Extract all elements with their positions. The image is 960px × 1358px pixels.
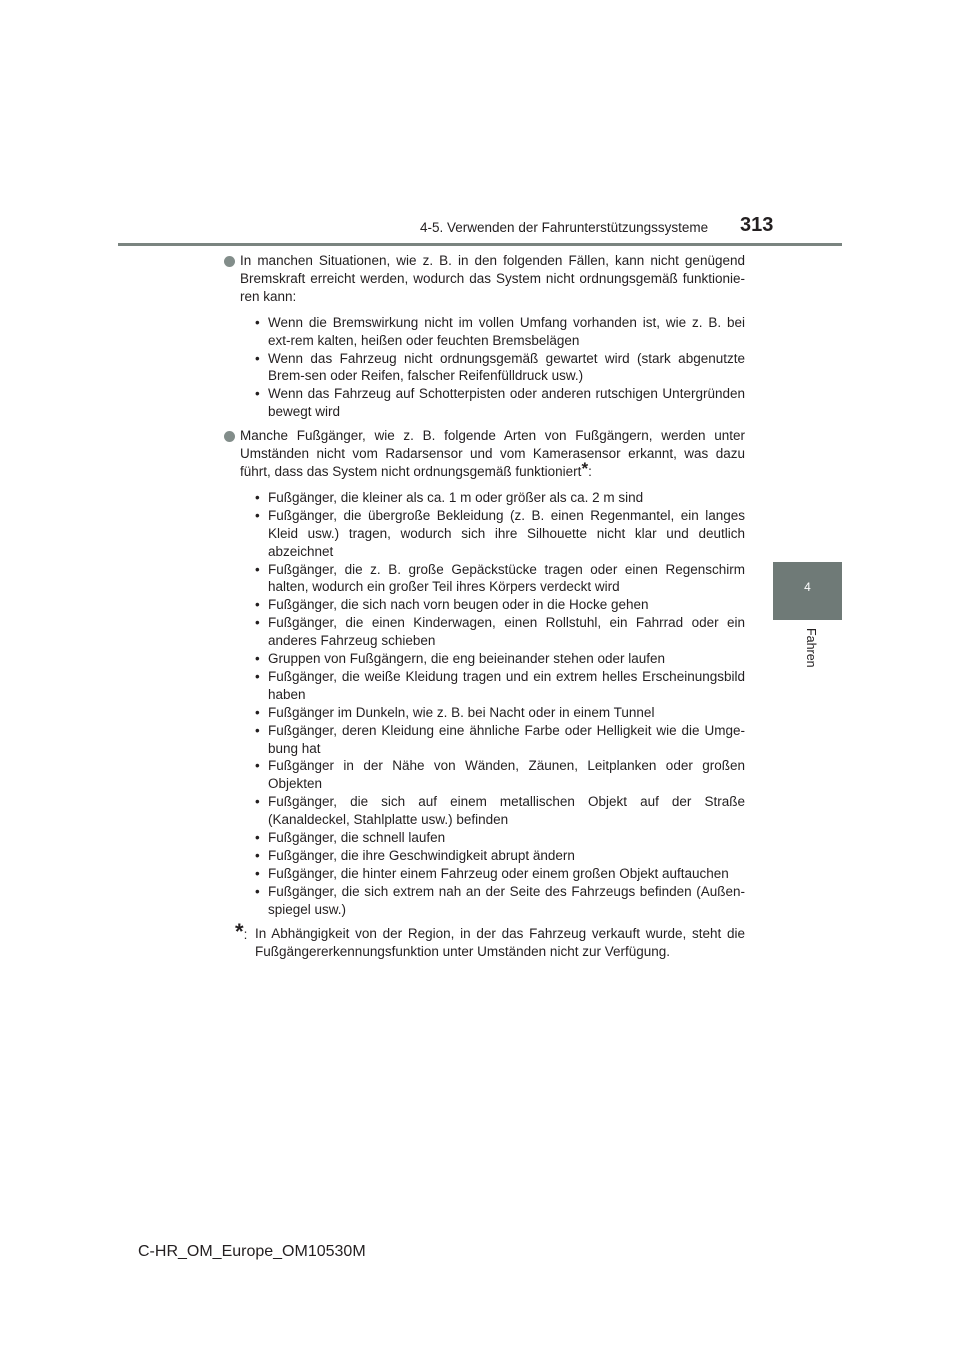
- paragraph-text: In manchen Situationen, wie z. B. in den folgenden Fällen, kann nicht genügend Bremskraft erreicht werden, wodurch das System nicht ordnungsgemäß funktionie-ren kann:: [240, 253, 745, 304]
- list-item: • Wenn die Bremswirkung nicht im vollen Umfang vorhanden ist, wie z. B. bei ext-rem kalten, heißen oder feuchten Bremsbelägen: [255, 314, 745, 350]
- footnote-separator: :: [243, 926, 248, 942]
- chapter-number: 4: [804, 580, 811, 594]
- circle-bullet-icon: [224, 256, 235, 267]
- list-item: • Fußgänger, die ihre Geschwindigkeit abrupt ändern: [255, 847, 745, 865]
- footnote-text: In Abhängigkeit von der Region, in der das Fahrzeug verkauft wurde, steht die Fußgängererkennungsfunktion unter Umständen nicht zur Verfügung.: [255, 925, 745, 959]
- brake-conditions-list: [223, 314, 745, 421]
- pedestrian-types-list: [223, 489, 745, 919]
- list-item: • Fußgänger in der Nähe von Wänden, Zäunen, Leitplanken oder großen Objekten: [255, 757, 745, 793]
- list-item: • Fußgänger, die übergroße Bekleidung (z. B. einen Regenmantel, ein langes Kleid usw.) tragen, wodurch sich ihre Silhouette nicht klar und deutlich abzeichnet: [255, 507, 745, 561]
- page-number: 313: [740, 214, 774, 236]
- footnote: [223, 918, 745, 961]
- list-item: • Wenn das Fahrzeug auf Schotterpisten oder anderen rutschigen Untergründen bewegt wird: [255, 385, 745, 421]
- bullet-paragraph-pedestrians: [223, 427, 745, 481]
- list-item: • Fußgänger, die sich nach vorn beugen oder in die Hocke gehen: [255, 596, 745, 614]
- list-item: • Fußgänger, die weiße Kleidung tragen und ein extrem helles Erscheinungsbild haben: [255, 668, 745, 704]
- document-id: C-HR_OM_Europe_OM10530M: [138, 1243, 366, 1260]
- footnote-mark: [235, 918, 248, 944]
- main-content: [223, 252, 745, 960]
- chapter-label: Fahren: [804, 628, 818, 668]
- list-item: • Gruppen von Fußgängern, die eng beieinander stehen oder laufen: [255, 650, 745, 668]
- paragraph-text-end: :: [588, 463, 592, 479]
- list-item: • Fußgänger, die z. B. große Gepäckstücke tragen oder einen Regenschirm halten, wodurch ein großer Teil ihres Körpers verdeckt wird: [255, 561, 745, 597]
- list-item: • Wenn das Fahrzeug nicht ordnungsgemäß gewartet wird (stark abgenutzte Brem-sen oder Reifen, falscher Reifenfülldruck usw.): [255, 350, 745, 386]
- list-item: • Fußgänger, die sich auf einem metallischen Objekt auf der Straße (Kanaldeckel, Stahlplatte usw.) befinden: [255, 793, 745, 829]
- section-title: 4-5. Verwenden der Fahrunterstützungssysteme: [420, 220, 709, 235]
- list-item: • Fußgänger, die schnell laufen: [255, 829, 745, 847]
- list-item: • Fußgänger, die hinter einem Fahrzeug oder einem großen Objekt auftauchen: [255, 865, 745, 883]
- list-item: • Fußgänger im Dunkeln, wie z. B. bei Nacht oder in einem Tunnel: [255, 704, 745, 722]
- chapter-tab[interactable]: [773, 562, 842, 620]
- list-item: • Fußgänger, die kleiner als ca. 1 m oder größer als ca. 2 m sind: [255, 489, 745, 507]
- header-rule: [118, 243, 842, 246]
- paragraph-text: Manche Fußgänger, wie z. B. folgende Arten von Fußgängern, werden unter Umständen nicht vom Radarsensor und vom Kamerasensor erkannt, was dazu führt, dass das System nicht ordnungsgemäß funktioniert: [240, 428, 745, 479]
- footnote-reference[interactable]: *: [581, 458, 589, 478]
- bullet-paragraph-brake-force: [223, 252, 745, 306]
- list-item: • Fußgänger, die einen Kinderwagen, einen Rollstuhl, ein Fahrrad oder ein anderes Fahrzeug schieben: [255, 614, 745, 650]
- asterisk-icon: *: [235, 918, 244, 944]
- list-item: • Fußgänger, deren Kleidung eine ähnliche Farbe oder Helligkeit wie die Umge-bung hat: [255, 722, 745, 758]
- circle-bullet-icon: [224, 431, 235, 442]
- list-item: • Fußgänger, die sich extrem nah an der Seite des Fahrzeugs befinden (Außen-spiegel usw.): [255, 883, 745, 919]
